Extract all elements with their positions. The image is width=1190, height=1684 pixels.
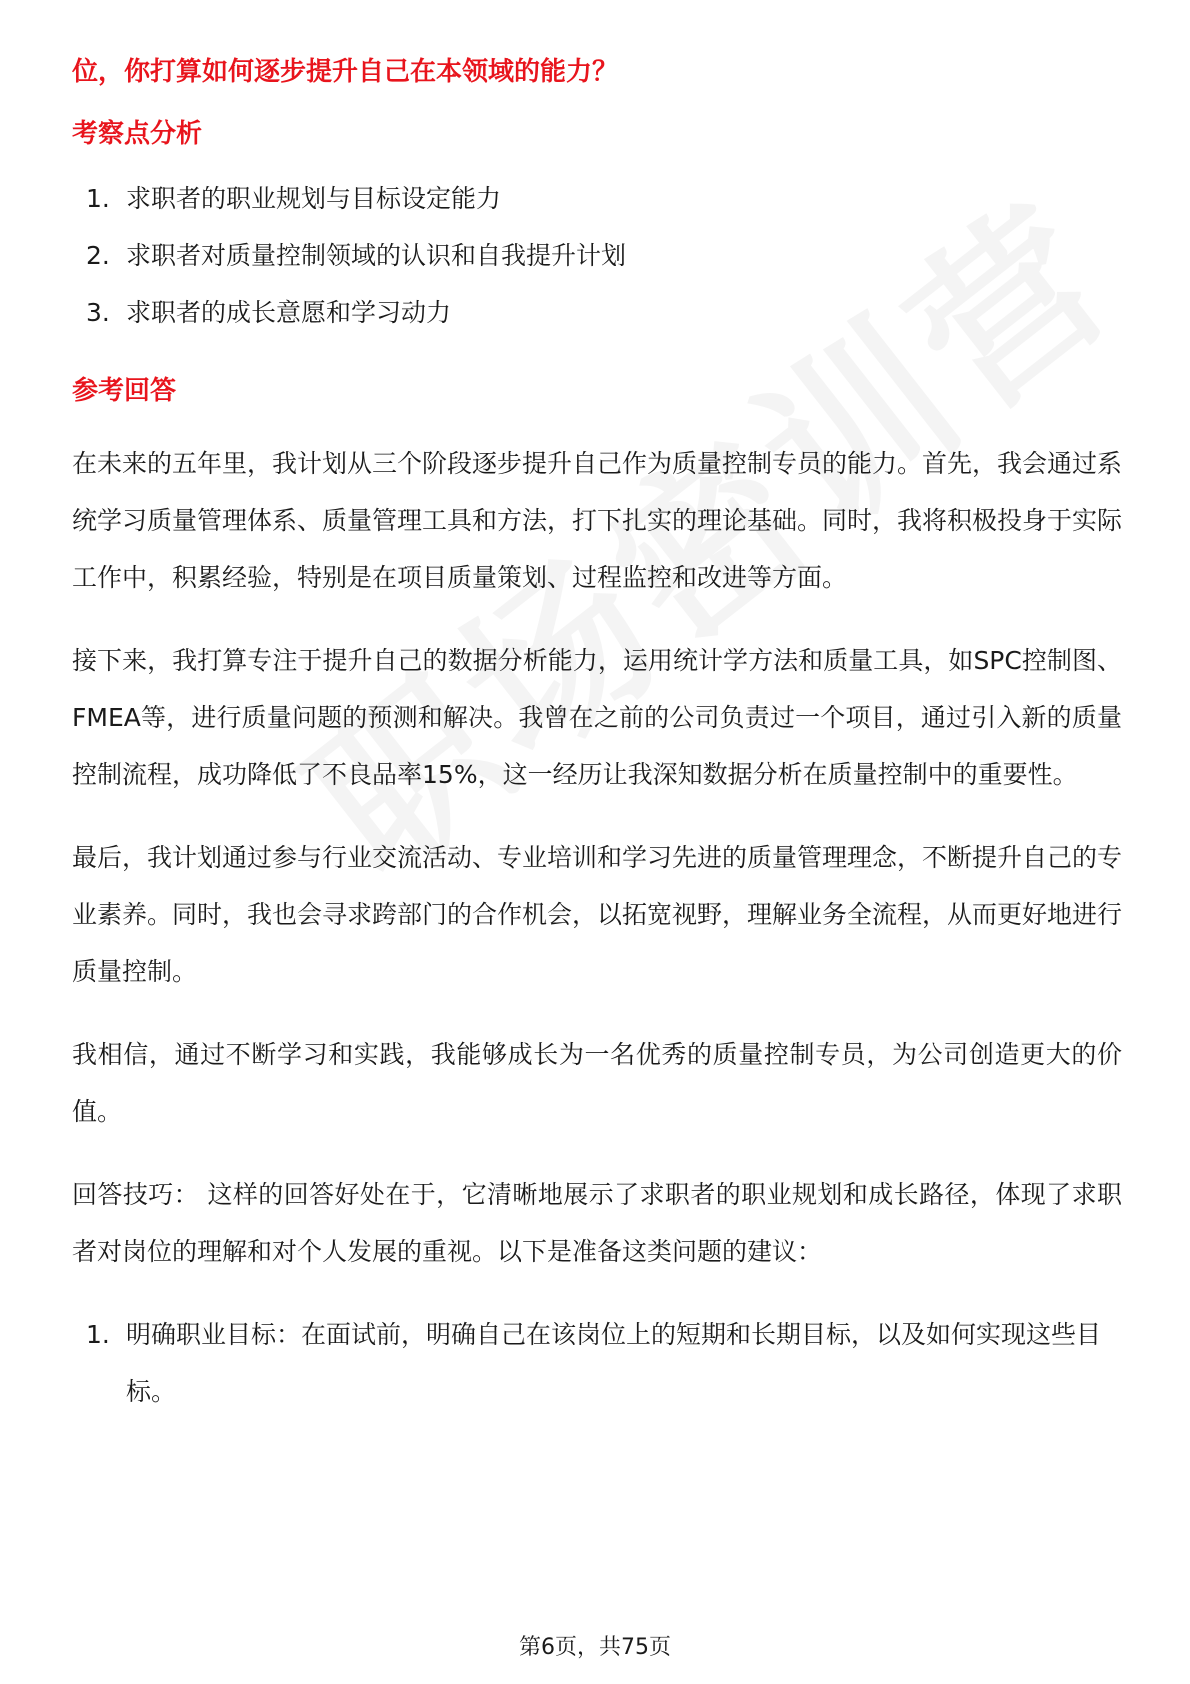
point-number: 3. — [86, 298, 110, 327]
analysis-heading: 考察点分析 — [72, 119, 203, 149]
analysis-point — [72, 284, 1122, 341]
tips-item — [72, 1306, 1122, 1420]
point-number: 2. — [86, 241, 110, 270]
answer-paragraph-4: 我相信，通过不断学习和实践，我能够成长为一名优秀的质量控制专员，为公司创造更大的价值。 — [72, 1040, 1122, 1126]
answer-paragraph-1: 在未来的五年里，我计划从三个阶段逐步提升自己作为质量控制专员的能力。首先，我会通过系统学习质量管理体系、质量管理工具和方法，打下扎实的理论基础。同时，我将积极投身于实际工作中，积累经验，特别是在项目质量策划、过程监控和改进等方面。 — [72, 449, 1123, 592]
point-text: 求职者对质量控制领域的认识和自我提升计划 — [126, 241, 627, 270]
answer-heading: 参考回答 — [72, 376, 177, 406]
analysis-point — [72, 170, 1122, 227]
tips-list — [72, 1306, 1122, 1420]
point-text: 求职者的职业规划与目标设定能力 — [126, 184, 502, 213]
answer-paragraph-2: 接下来，我打算专注于提升自己的数据分析能力，运用统计学方法和质量工具，如SPC控制图、FMEA等，进行质量问题的预测和解决。我曾在之前的公司负责过一个项目，通过引入新的质量控制流程，成功降低了不良品率15%，这一经历让我深知数据分析在质量控制中的重要性。 — [72, 646, 1122, 789]
point-number: 1. — [86, 184, 110, 213]
point-text: 求职者的成长意愿和学习动力 — [126, 298, 452, 327]
analysis-points — [72, 170, 1122, 341]
analysis-point — [72, 227, 1122, 284]
tip-text: 明确职业目标：在面试前，明确自己在该岗位上的短期和长期目标，以及如何实现这些目标。 — [126, 1320, 1102, 1406]
tips-intro: 回答技巧： 这样的回答好处在于，它清晰地展示了求职者的职业规划和成长路径，体现了求职者对岗位的理解和对个人发展的重视。以下是准备这类问题的建议： — [72, 1180, 1122, 1266]
page-footer: 第6页，共75页 — [519, 1635, 671, 1660]
tip-number: 1. — [86, 1320, 110, 1349]
question-tail: 位，你打算如何逐步提升自己在本领域的能力？ — [72, 57, 619, 87]
document-page — [72, 52, 1122, 1420]
answer-paragraph-3: 最后，我计划通过参与行业交流活动、专业培训和学习先进的质量管理理念，不断提升自己的专业素养。同时，我也会寻求跨部门的合作机会，以拓宽视野，理解业务全流程，从而更好地进行质量控制。 — [72, 843, 1123, 986]
